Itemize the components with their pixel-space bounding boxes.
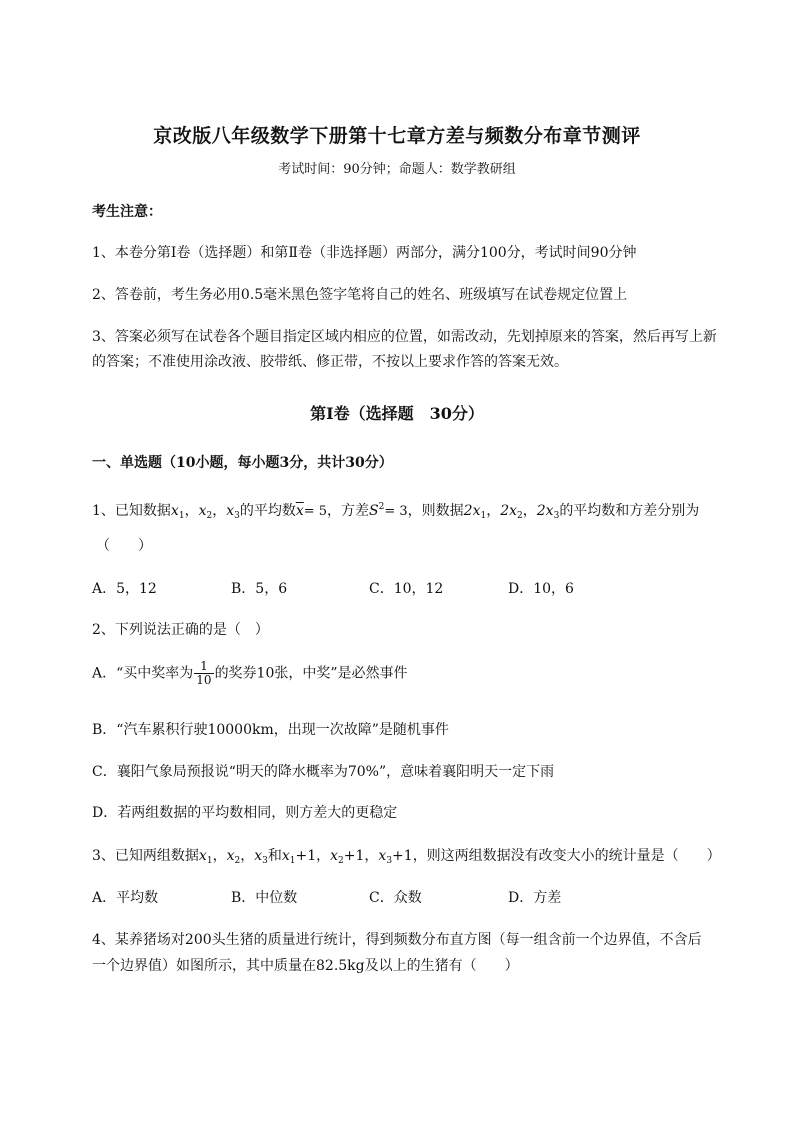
question-1-option-a[interactable]: A．5，12: [92, 581, 157, 597]
question-4-line-1: 4、某养猪场对200头生猪的质量进行统计，得到频数分布直方图（每一组含前一个边界值，不含后: [92, 932, 702, 948]
question-2-option-d[interactable]: D．若两组数据的平均数相同，则方差大的更稳定: [92, 805, 398, 821]
question-2-stem: 2、下列说法正确的是（ ）: [92, 622, 269, 638]
question-2-option-a[interactable]: A．“买中奖率为 $\frac{1}{10}$ 的奖券10张，中奖”是必然事件: [92, 659, 408, 687]
notice-item-1: 1、本卷分第I卷（选择题）和第Ⅱ卷（非选择题）两部分，满分100分，考试时间90分钟: [92, 245, 637, 261]
question-1-option-c[interactable]: C．10，12: [369, 581, 444, 597]
section-heading: 第I卷（选择题 30分）: [310, 404, 484, 423]
question-3-option-c[interactable]: C．众数: [369, 890, 422, 906]
question-2-option-b[interactable]: B．“汽车累积行驶10000km，出现一次故障”是随机事件: [92, 722, 449, 738]
question-1-paren: （ ）: [96, 538, 152, 554]
question-2-option-c[interactable]: C．襄阳气象局预报说“明天的降水概率为70%”，意味着襄阳明天一定下雨: [92, 764, 555, 780]
question-3-option-a[interactable]: A．平均数: [92, 890, 159, 906]
question-3-stem: 3、已知两组数据$x_1$，$x_2$，$x_3$和$x_1+1$，$x_2+1$，$x_3+1$，则这两组数据没有改变大小的统计量是（ ）: [92, 848, 721, 866]
part-heading: 一、单选题（10小题，每小题3分，共计30分）: [92, 455, 393, 471]
question-1-stem: 1、已知数据$x_1$，$x_2$，$x_3$的平均数$\overline{x}= 5$，方差$S^2= 3$，则数据$2x_1$，$2x_2$，$2x_3$的平均数和方差分别为: [92, 502, 700, 521]
notice-item-2: 2、答卷前，考生务必用0.5毫米黑色签字笔将自己的姓名、班级填写在试卷规定位置上: [92, 287, 628, 303]
question-1-option-b[interactable]: B．5，6: [231, 581, 288, 597]
notice-heading: 考生注意：: [92, 204, 162, 220]
notice-item-3: 3、答案必须写在试卷各个题目指定区域内相应的位置，如需改动，先划掉原来的答案，然后再写上新的答案；不准使用涂改液、胶带纸、修正带，不按以上要求作答的答案无效。: [92, 329, 717, 370]
page-subtitle: 考试时间：90分钟；命题人：数学教研组: [278, 162, 516, 177]
question-3-option-b[interactable]: B．中位数: [231, 890, 298, 906]
question-1-option-d[interactable]: D．10，6: [508, 581, 574, 597]
fraction: $\frac{1}{10}$: [196, 659, 212, 687]
page-title: 京改版八年级数学下册第十七章方差与频数分布章节测评: [153, 125, 641, 147]
question-3-option-d[interactable]: D．方差: [508, 890, 562, 906]
question-4-line-2: 一个边界值）如图所示，其中质量在82.5kg及以上的生猪有（ ）: [92, 958, 519, 974]
